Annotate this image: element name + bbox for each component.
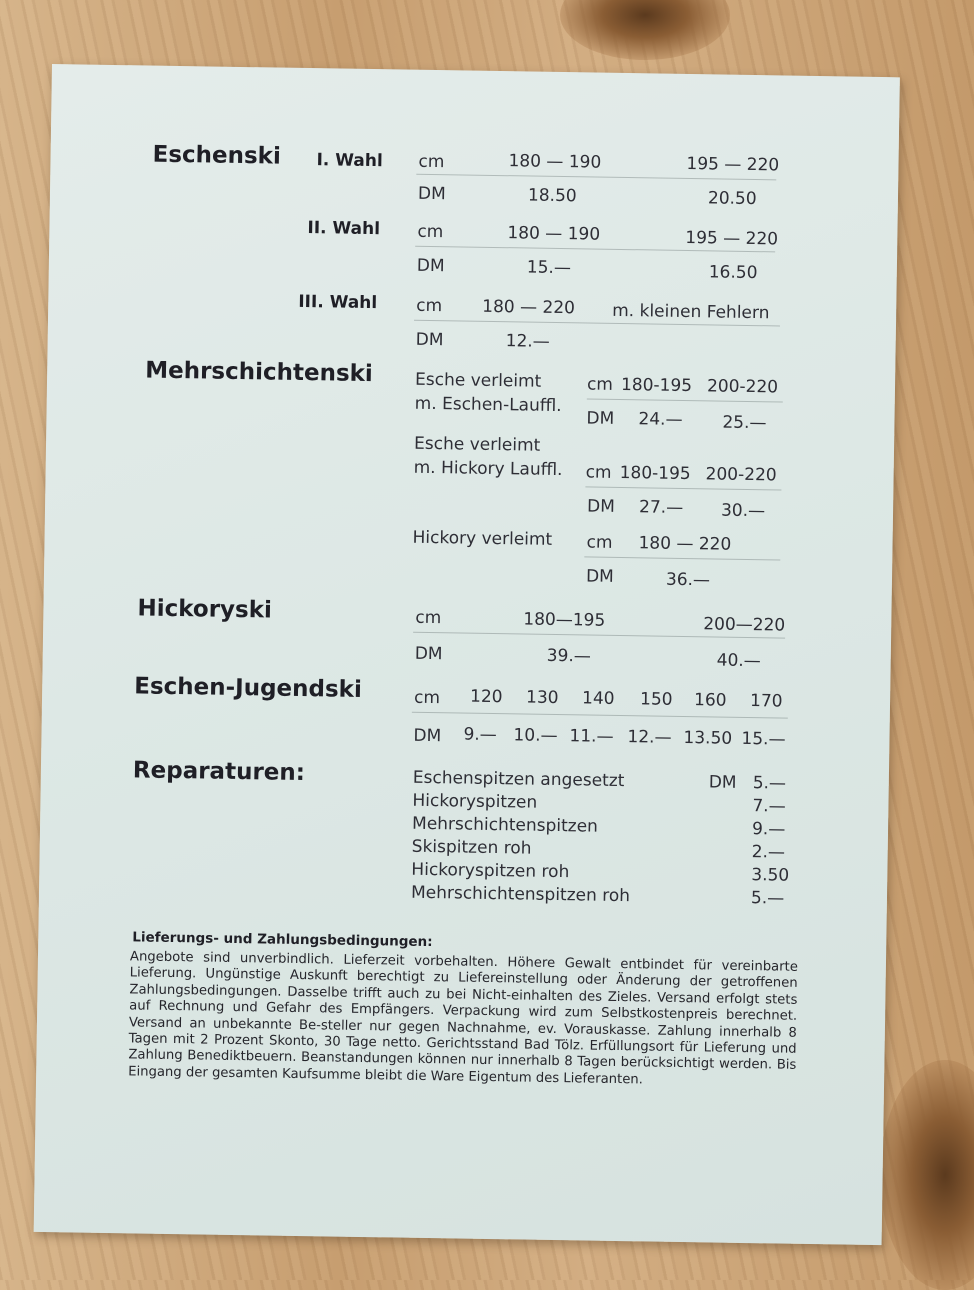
repair-item-price: 3.50 [751, 865, 790, 886]
jugendski-price: 11.— [569, 726, 614, 747]
hickoryski-size-2: 200—220 [703, 614, 786, 636]
wahl3-note: m. kleinen Fehlern [612, 300, 770, 324]
repair-item-price: 2.— [751, 842, 786, 863]
wahl2-size-2: 195 — 220 [685, 227, 779, 250]
wahl2-price-2: 16.50 [708, 262, 758, 284]
divider [416, 174, 776, 181]
hickoryski-dm-label: DM [414, 643, 443, 665]
jugendski-price: 9.— [463, 724, 497, 746]
wood-knot [560, 0, 730, 60]
v3-line-1: Hickory verleimt [412, 527, 553, 550]
jugendski-price: 12.— [627, 727, 672, 748]
v1-line-2: m. Eschen-Lauffl. [414, 393, 562, 417]
hickoryski-size-1: 180—195 [523, 609, 606, 631]
v3-cm-label: cm [586, 532, 613, 553]
wahl1-size-1: 180 — 190 [508, 151, 602, 173]
repair-item-label: Eschenspitzen angesetzt [412, 767, 625, 792]
repair-item-label: Hickoryspitzen roh [411, 859, 570, 883]
v3-price-1: 36.— [665, 569, 711, 591]
v1-dm-label: DM [586, 408, 615, 429]
mehrschichtenski-title: Mehrschichtenski [144, 357, 374, 388]
wahl3-label: III. Wahl [298, 291, 378, 314]
repair-item-label: Hickoryspitzen [412, 790, 538, 813]
jugendski-size: 150 [639, 689, 673, 710]
repair-item-label: Skispitzen roh [411, 836, 532, 859]
v1-price-1: 24.— [638, 409, 683, 430]
wood-knot [880, 1060, 974, 1290]
jugendski-title: Eschen-Jugendski [134, 673, 363, 703]
divider [412, 712, 788, 719]
wahl1-cm-label: cm [418, 151, 445, 173]
wahl3-price-1: 12.— [505, 331, 550, 352]
divider [587, 398, 783, 402]
jugendski-price: 15.— [741, 728, 786, 750]
price-list-sheet [34, 64, 900, 1245]
v3-dm-label: DM [585, 566, 614, 587]
v2-dm-label: DM [586, 496, 616, 517]
wahl1-price-2: 20.50 [707, 188, 757, 210]
wahl2-size-1: 180 — 190 [507, 223, 601, 245]
wahl1-dm-label: DM [417, 183, 446, 205]
jugendski-cm-label: cm [413, 687, 441, 709]
terms-text: Angebote sind unverbindlich. Lieferzeit vorbehalten. Höhere Gewalt entbindet für vereinbarte Lieferung. Ungünstige Auskunft berechtigt zu Liefereinstellung oder Änderung der getroffenen Zahlungsbedingungen. Dasselbe trifft auch zu bei Nicht-einhalten des Zieles. Versand erfolgt stets auf Rechnung und Gefahr des Empfängers. Verpackung wird zum Selbstkostenpreis berechnet. Versand an unbekannte Be-steller nur gegen Nachnahme, ev. Vorauskasse. Zahlung innerhalb 8 Tagen mit 2 Prozent Skonto, 30 Tage netto. Gerichtsstand Bad Tölz. Erfüllungsort für Lieferung und Zahlung Benediktbeuern. Beanstandungen können nur innerhalb 8 Tagen berücksichtigt werden. Bis Eingang der gesamten Kaufsumme bleibt die Ware Eigentum des Lieferanten. [128, 949, 799, 1088]
hickoryski-price-2: 40.— [716, 650, 761, 672]
v1-size-1: 180-195 [620, 374, 693, 397]
divider [585, 486, 781, 490]
jugendski-size: 120 [469, 686, 503, 708]
repair-currency: DM [708, 772, 737, 793]
wahl2-price-1: 15.— [526, 257, 572, 279]
wahl2-label: II. Wahl [307, 218, 381, 240]
hickoryski-title: Hickoryski [137, 595, 273, 624]
v1-line-1: Esche verleimt [414, 369, 542, 392]
repair-item-price: 5.— [752, 773, 787, 794]
wahl2-cm-label: cm [417, 221, 444, 243]
v2-price-2: 30.— [720, 500, 766, 522]
v1-price-2: 25.— [722, 412, 767, 434]
wahl2-dm-label: DM [416, 255, 445, 277]
wahl3-cm-label: cm [416, 295, 443, 317]
divider [584, 556, 780, 560]
repair-item-label: Mehrschichtenspitzen roh [410, 882, 631, 907]
wahl1-price-1: 18.50 [527, 185, 577, 207]
jugendski-size: 130 [525, 687, 559, 709]
jugendski-size: 160 [693, 690, 727, 711]
v2-cm-label: cm [585, 462, 612, 483]
hickoryski-cm-label: cm [415, 607, 442, 629]
repair-item-price: 5.— [750, 888, 785, 909]
repair-item-price: 9.— [751, 819, 786, 840]
repair-item-price: 7.— [752, 796, 786, 817]
v2-price-1: 27.— [638, 497, 684, 518]
repair-item-label: Mehrschichtenspitzen [411, 813, 599, 837]
hickoryski-price-1: 39.— [546, 645, 591, 667]
wahl3-dm-label: DM [415, 329, 444, 351]
v2-size-1: 180-195 [619, 462, 691, 485]
jugendski-price: 13.50 [683, 728, 733, 749]
v1-size-2: 200-220 [706, 376, 779, 398]
reparaturen-title: Reparaturen: [132, 757, 306, 787]
wahl1-label: I. Wahl [316, 150, 383, 172]
jugendski-size: 170 [749, 691, 783, 712]
wahl1-size-2: 195 — 220 [686, 153, 780, 176]
terms-title: Lieferungs- und Zahlungsbedingungen: [132, 929, 433, 951]
v3-size-1: 180 — 220 [638, 533, 732, 555]
v2-size-2: 200-220 [705, 464, 777, 486]
jugendski-size: 140 [581, 688, 615, 709]
jugendski-dm-label: DM [413, 725, 442, 747]
v2-line-1: Esche verleimt [413, 433, 541, 456]
v1-cm-label: cm [586, 374, 614, 395]
wahl3-size-1: 180 — 220 [482, 296, 576, 319]
eschenski-title: Eschenski [152, 141, 282, 170]
jugendski-price: 10.— [513, 725, 558, 747]
v2-line-2: m. Hickory Lauffl. [413, 457, 563, 481]
